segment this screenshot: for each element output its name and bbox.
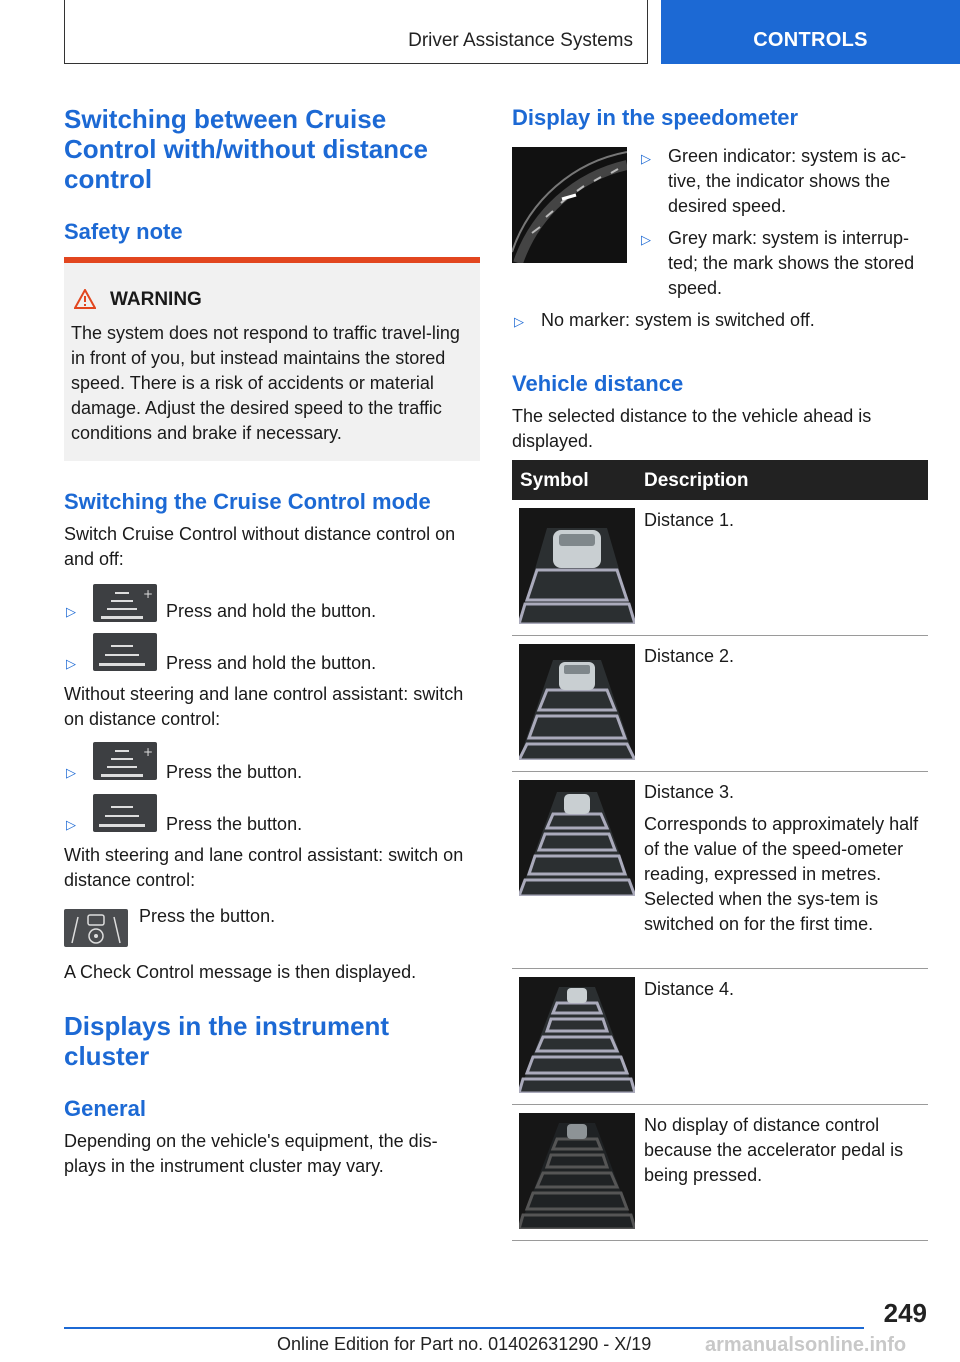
distance-heading: Vehicle distance	[512, 371, 684, 396]
main-heading: Switching between Cruise Control with/without distance control	[64, 104, 428, 194]
warning-box	[64, 257, 480, 461]
row-3-desc: Distance 3.	[644, 782, 735, 802]
col-description: Description	[644, 470, 749, 491]
displays-heading: Displays in the instrument cluster	[64, 1011, 390, 1071]
chapter-tab-label: CONTROLS	[753, 29, 868, 51]
mode-intro: Switch Cruise Control without distance control on and off:	[64, 524, 456, 569]
row-divider	[512, 1104, 928, 1105]
bullet-icon: ▷	[66, 817, 76, 832]
svg-text:+: +	[143, 745, 154, 759]
section-title: Driver Assistance Systems	[408, 30, 633, 51]
chapter-tab[interactable]	[661, 0, 960, 64]
warning-title: WARNING	[110, 289, 202, 310]
row-2-desc: Distance 2.	[644, 646, 735, 666]
row-3-extra: Corresponds to approximately half of the value of the speed-ometer reading, expressed in metres. Selected when the sys-tem is switched on for the first time.	[644, 814, 919, 934]
edition-text: Online Edition for Part no. 01402631290 - X/19	[277, 1334, 652, 1354]
col-symbol: Symbol	[520, 470, 589, 491]
warning-text: The system does not respond to traffic travel-ling in front of you, but instead maintains the stored speed. There is a risk of accidents or material damage. Adjust the desired speed to the traffic conditions and brake if necessary.	[71, 323, 460, 443]
page-number: 249	[883, 1298, 927, 1328]
check-control-text: A Check Control message is then displayed.	[64, 962, 417, 982]
without-assist-text: Without steering and lane control assistant: switch on distance control:	[64, 684, 464, 729]
table-header	[512, 460, 928, 500]
with-item: Press the button.	[139, 906, 276, 926]
row-divider	[512, 968, 928, 969]
steering-assist-button-icon	[64, 909, 128, 947]
cruise-distance-plus-button-icon	[93, 742, 157, 780]
no-distance-icon	[519, 1113, 635, 1229]
distance-1-icon	[519, 508, 635, 624]
row-4-desc: Distance 4.	[644, 979, 735, 999]
svg-text:+: +	[143, 587, 154, 601]
row-divider	[512, 1240, 928, 1241]
bullet-icon: ▷	[641, 151, 651, 166]
mode-item-2: Press and hold the button.	[166, 653, 377, 673]
row-1-desc: Distance 1.	[644, 510, 735, 530]
distance-2-icon	[519, 644, 635, 760]
bullet-icon: ▷	[66, 765, 76, 780]
speedo-heading: Display in the speedometer	[512, 105, 799, 130]
bullet-icon: ▷	[514, 314, 524, 329]
mode-heading: Switching the Cruise Control mode	[64, 489, 431, 514]
speedometer-image	[512, 147, 627, 263]
cruise-distance-button-icon	[93, 794, 157, 832]
no-marker-text: No marker: system is switched off.	[541, 310, 815, 330]
safety-note-heading: Safety note	[64, 219, 183, 244]
footer-divider	[64, 1327, 864, 1329]
watermark: armanualsonline.info	[705, 1334, 907, 1356]
header-frame	[64, 0, 648, 64]
row-divider	[512, 771, 928, 772]
mode-item-1: Press and hold the button.	[166, 601, 377, 621]
general-heading: General	[64, 1096, 146, 1121]
speedo-item-2: Grey mark: system is interrup-ted; the mark shows the stored speed.	[668, 228, 915, 298]
row-divider	[512, 635, 928, 636]
with-assist-text: With steering and lane control assistant: switch on distance control:	[64, 845, 464, 890]
without-item-2: Press the button.	[166, 814, 303, 834]
distance-3-icon	[519, 780, 635, 896]
cruise-distance-button-icon	[93, 633, 157, 671]
cruise-distance-plus-button-icon	[93, 584, 157, 622]
speedo-item-1: Green indicator: system is ac-tive, the indicator shows the desired speed.	[668, 146, 907, 216]
row-5-desc: No display of distance control because the accelerator pedal is being pressed.	[644, 1115, 904, 1185]
bullet-icon: ▷	[641, 232, 651, 247]
without-item-1: Press the button.	[166, 762, 303, 782]
bullet-icon: ▷	[66, 604, 76, 619]
warning-icon	[74, 289, 96, 309]
bullet-icon: ▷	[66, 656, 76, 671]
general-text: Depending on the vehicle's equipment, the dis-plays in the instrument cluster may vary.	[64, 1131, 438, 1176]
distance-4-icon	[519, 977, 635, 1093]
distance-intro: The selected distance to the vehicle ahead is displayed.	[512, 406, 872, 451]
